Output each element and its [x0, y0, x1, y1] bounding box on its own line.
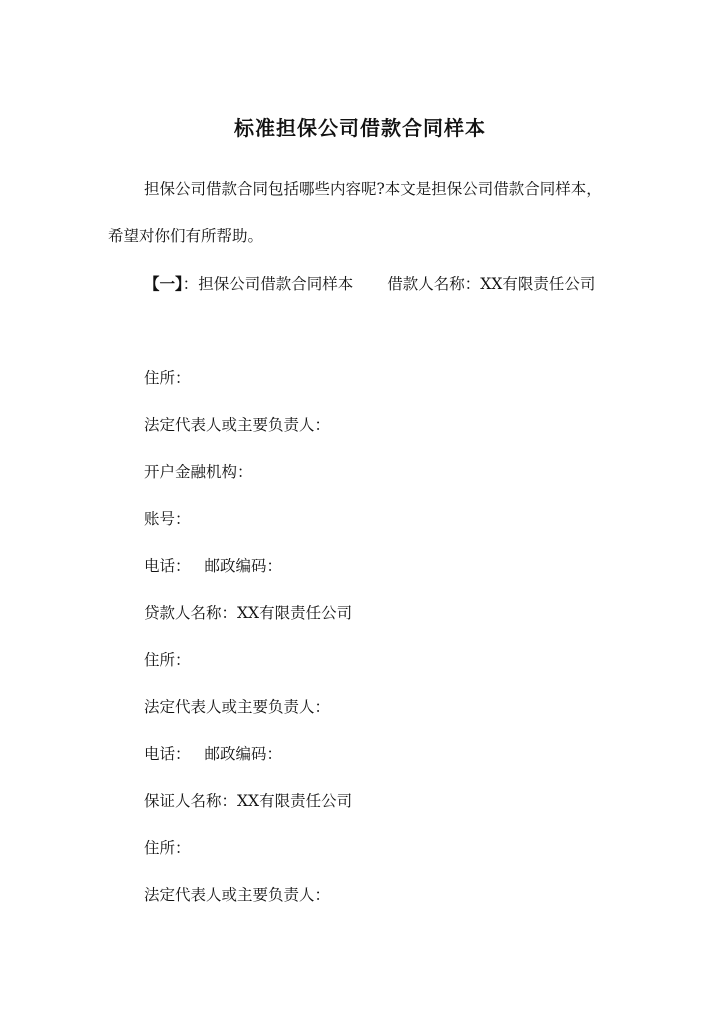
lender-name: 贷款人名称：XX有限责任公司 — [144, 604, 353, 622]
section-one-paragraph — [108, 260, 614, 308]
lender-representative: 法定代表人或主要负责人： — [144, 698, 331, 716]
lender-address: 住所： — [144, 651, 191, 669]
borrower-contact-line — [144, 555, 282, 577]
borrower-account: 账号： — [144, 510, 191, 528]
guarantor-address: 住所： — [144, 839, 191, 857]
lender-postcode: 邮政编码： — [204, 745, 283, 763]
guarantor-name: 保证人名称：XX有限责任公司 — [144, 792, 353, 810]
borrower-address: 住所： — [144, 369, 191, 387]
section-one-colon: ： — [182, 275, 199, 293]
intro-paragraph: 担保公司借款合同包括哪些内容呢?本文是担保公司借款合同样本，希望对你们有所帮助。 — [108, 180, 602, 245]
lender-contact-line — [144, 743, 282, 765]
guarantor-representative: 法定代表人或主要负责人： — [144, 886, 331, 904]
borrower-bank: 开户金融机构： — [144, 463, 253, 481]
section-one-heading: 担保公司借款合同样本 — [198, 275, 354, 293]
section-one-marker: 【一】 — [144, 274, 183, 293]
borrower-postcode: 邮政编码： — [204, 557, 283, 575]
lender-phone: 电话： — [144, 745, 191, 763]
borrower-name: 借款人名称：XX有限责任公司 — [387, 275, 596, 293]
document-title: 标准担保公司借款合同样本 — [234, 116, 486, 140]
borrower-phone: 电话： — [144, 557, 191, 575]
borrower-representative: 法定代表人或主要负责人： — [144, 416, 331, 434]
